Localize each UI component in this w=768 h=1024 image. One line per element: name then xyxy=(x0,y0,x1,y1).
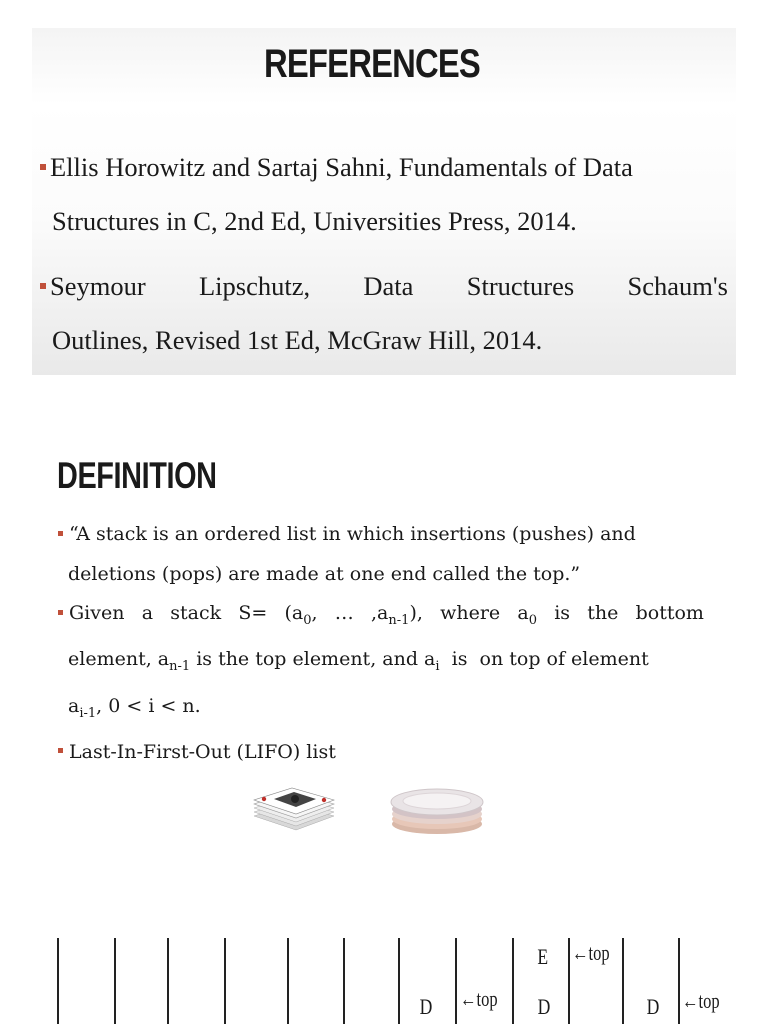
definition-line xyxy=(56,594,704,640)
definition-line xyxy=(56,640,704,686)
word: S= xyxy=(238,602,268,624)
word: is xyxy=(554,602,571,624)
word xyxy=(517,594,537,640)
subscript: n-1 xyxy=(388,612,410,628)
stack-wall xyxy=(57,938,59,1024)
word-text: (a xyxy=(284,602,304,624)
stack-wall xyxy=(678,938,680,1024)
reference-word: Structures xyxy=(466,271,575,301)
stack-element: D xyxy=(646,994,660,1019)
playing-cards-stack-image xyxy=(250,786,336,834)
stack-wall xyxy=(398,938,400,1024)
word: a xyxy=(141,602,154,624)
plates-stack-image xyxy=(390,778,484,836)
word-text: ), xyxy=(409,602,423,624)
definition-line xyxy=(56,687,704,733)
definition-line: “A stack is an ordered list in which insertions (pushes) and xyxy=(69,523,636,545)
reference-word: Lipschutz, xyxy=(198,271,311,301)
stack-wall xyxy=(568,938,570,1024)
stack-wall xyxy=(224,938,226,1024)
text: is the top element, and a xyxy=(190,648,436,671)
word-text: a xyxy=(517,602,529,624)
word: … xyxy=(334,602,354,624)
reference-word: Schaum's xyxy=(627,271,728,301)
reference-word xyxy=(40,259,146,313)
subscript: i xyxy=(435,659,440,675)
stack-wall xyxy=(114,938,116,1024)
word-text: , xyxy=(311,602,318,624)
word: stack xyxy=(170,602,222,624)
definition-lifo xyxy=(56,733,704,773)
definition-quote xyxy=(56,515,704,594)
bullet-icon xyxy=(40,164,46,170)
definition-title: DEFINITION xyxy=(57,455,217,496)
stack-element: E xyxy=(537,944,549,969)
stack-wall xyxy=(287,938,289,1024)
definition-line: deletions (pops) are made at one end called the top.” xyxy=(68,562,581,585)
word: the xyxy=(587,602,619,624)
stack-wall xyxy=(512,938,514,1024)
word xyxy=(371,594,423,640)
reference-line: Ellis Horowitz and Sartaj Sahni, Fundamentals of Data xyxy=(50,152,633,182)
stack-wall xyxy=(622,938,624,1024)
text: element, a xyxy=(68,648,170,671)
reference-item-lipschutz xyxy=(40,259,728,367)
stack-wall xyxy=(455,938,457,1024)
bullet-icon xyxy=(58,610,63,615)
text: a xyxy=(68,694,80,717)
references-slide xyxy=(32,28,736,375)
word: where xyxy=(440,602,501,624)
top-pointer-label: ←top xyxy=(682,988,720,1013)
subscript: n-1 xyxy=(169,659,191,675)
bullet-icon xyxy=(58,531,63,536)
subscript: 0 xyxy=(528,612,538,628)
top-pointer-label: ←top xyxy=(460,986,498,1011)
reference-line xyxy=(40,259,728,313)
definition-body xyxy=(56,515,704,772)
word-text: Given xyxy=(69,602,125,624)
word: bottom xyxy=(635,602,704,624)
stack-element: D xyxy=(419,994,433,1019)
bullet-icon xyxy=(58,748,63,753)
bullet-icon xyxy=(40,283,46,289)
word xyxy=(285,594,318,640)
text: , 0 < i < n. xyxy=(96,694,201,717)
top-pointer-label: ←top xyxy=(572,940,610,965)
word xyxy=(56,594,124,640)
word-text: ,a xyxy=(371,602,389,624)
reference-item-horowitz xyxy=(40,140,728,248)
subscript: 0 xyxy=(303,612,312,628)
stack-element: D xyxy=(537,994,551,1019)
definition-given xyxy=(56,594,704,733)
definition-line: Last-In-First-Out (LIFO) list xyxy=(69,740,336,763)
reference-line: Outlines, Revised 1st Ed, McGraw Hill, 2014. xyxy=(52,325,543,355)
reference-line: Structures in C, 2nd Ed, Universities Press, 2014. xyxy=(52,206,577,236)
stack-wall xyxy=(167,938,169,1024)
reference-word: Data xyxy=(363,271,414,301)
text: is on top of element xyxy=(439,648,649,671)
subscript: i-1 xyxy=(79,705,97,721)
word: Seymour xyxy=(50,271,146,301)
stack-wall xyxy=(343,938,345,1024)
references-title: REFERENCES xyxy=(264,42,480,86)
